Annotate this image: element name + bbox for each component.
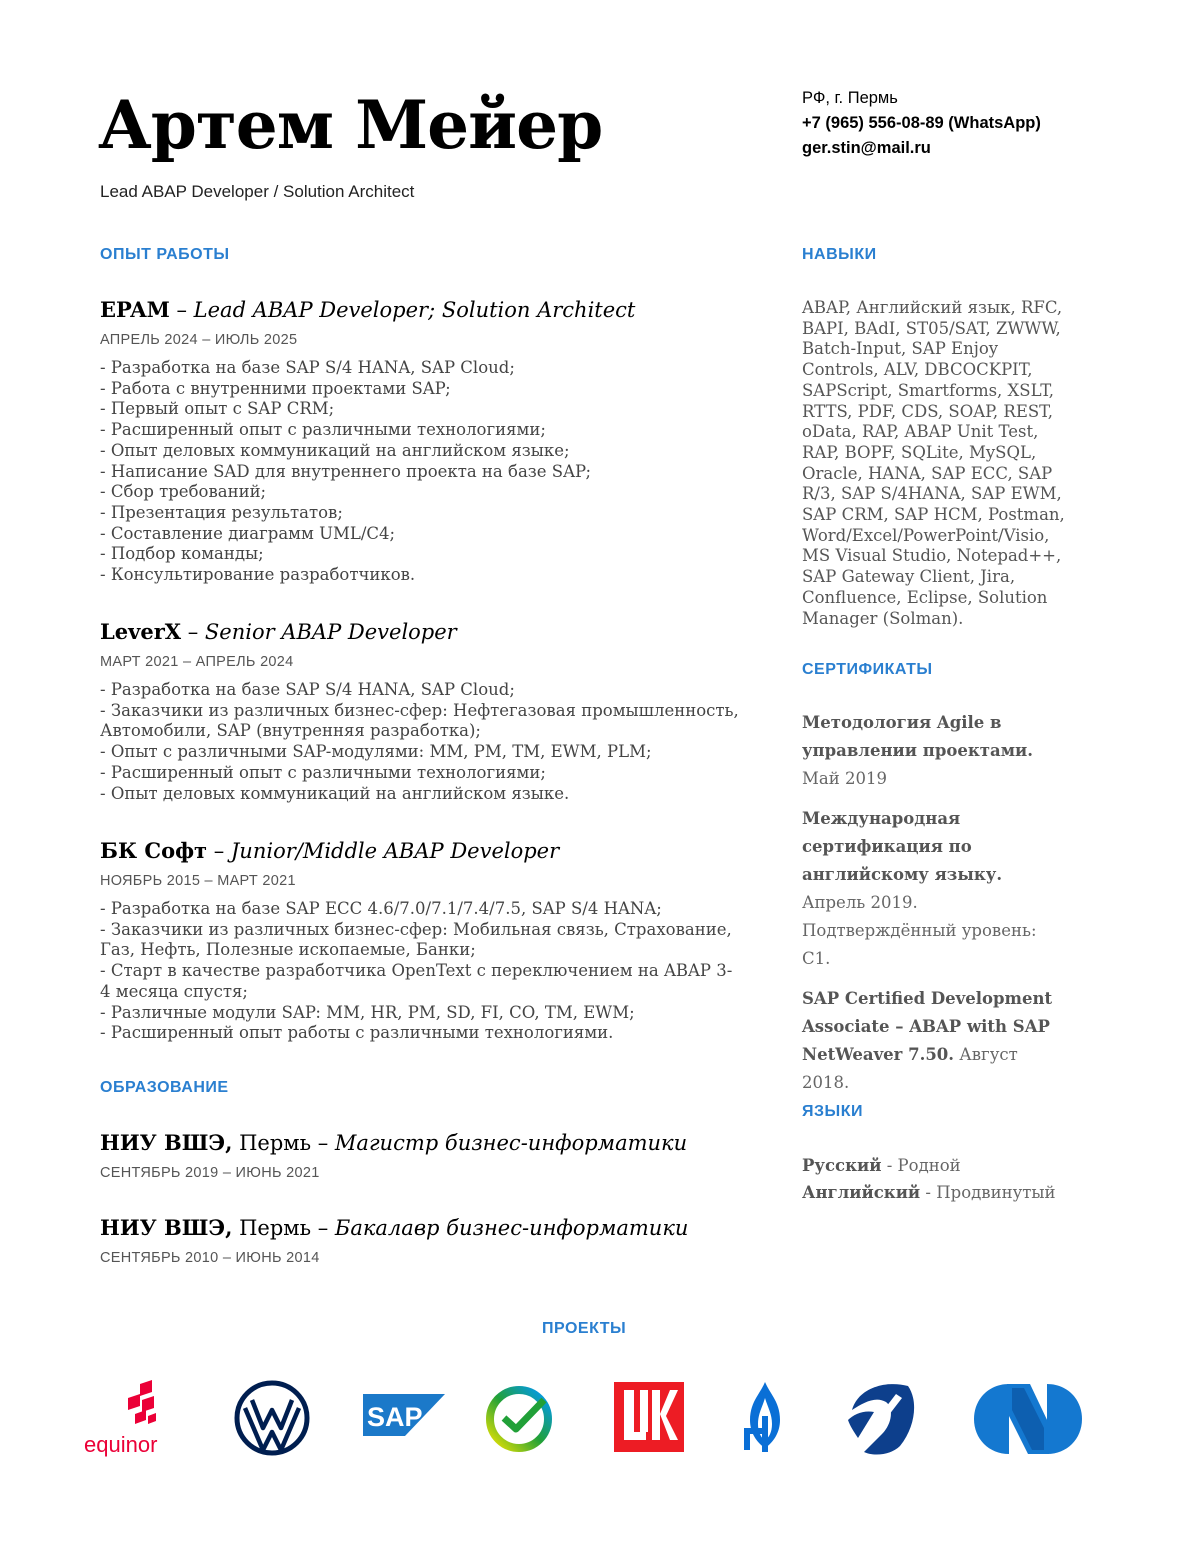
education-entry (100, 1129, 687, 1181)
certificate-title: Методология Agile в управлении проектами. (802, 713, 1034, 760)
certificates-list (802, 709, 1067, 1109)
contact-block (802, 86, 1041, 161)
language-name: Английский (802, 1183, 921, 1202)
education-institution: НИУ ВШЭ, (100, 1130, 233, 1155)
candidate-name: Артем Мейер (98, 86, 603, 164)
job-position: Senior ABAP Developer (204, 620, 457, 644)
language-level: - Родной (881, 1156, 961, 1175)
job-title: БК Софт – Junior/Middle ABAP Developer (100, 838, 560, 863)
education-title: НИУ ВШЭ, Пермь – Бакалавр бизнес-информатики (100, 1215, 689, 1240)
projects-heading: ПРОЕКТЫ (542, 1320, 627, 1337)
education-institution: НИУ ВШЭ, (100, 1215, 233, 1240)
job-entry (100, 837, 740, 1044)
language-name: Русский (802, 1156, 882, 1175)
education-degree: Бакалавр бизнес-информатики (334, 1216, 689, 1240)
certificate-detail: Май 2019 (802, 769, 887, 788)
certificate-item (802, 805, 1067, 973)
equinor-logo (80, 1380, 170, 1460)
location: РФ, г. Пермь (802, 89, 898, 107)
volkswagen-logo (234, 1380, 310, 1456)
rosneft-logo (846, 1380, 920, 1456)
languages-heading: ЯЗЫКИ (802, 1103, 863, 1120)
job-title: EPAM – Lead ABAP Developer; Solution Architect (100, 297, 636, 322)
nornickel-logo (974, 1384, 1082, 1454)
job-description: - Разработка на базе SAP S/4 HANA, SAP Cloud; - Работа с внутренними проектами SAP; - Первый опыт с SAP CRM; - Расширенный опыт с различными технологиями; - Опыт деловых коммуникаций на английском языке; - Написание SAD для внутреннего проекта на базе SAP; - Сбор требований; - Презентация результатов; - Составление диаграмм UML/C4; - Подбор команды; - Консультирование разработчиков. (100, 358, 592, 585)
education-dates: СЕНТЯБРЬ 2010 – ИЮНЬ 2014 (100, 1250, 320, 1266)
phone: +7 (965) 556-08-89 (WhatsApp) (802, 114, 1041, 132)
sber-logo (484, 1384, 554, 1454)
job-entry (100, 296, 740, 586)
job-description: - Разработка на базе SAP ECC 4.6/7.0/7.1/7.4/7.5, SAP S/4 HANA; - Заказчики из различных бизнес-сфер: Мобильная связь, Страхование, Газ, Нефть, Полезные ископаемые, Банки; - Старт в качестве разработчика OpenText с переключением на ABAP 3-4 месяца спустя; - Различные модули SAP: MM, HR, PM, SD, FI, CO, TM, EWM; - Расширенный опыт работы с различными технологиями. (100, 899, 733, 1043)
experience-heading: ОПЫТ РАБОТЫ (100, 246, 230, 263)
job-dates: АПРЕЛЬ 2024 – ИЮЛЬ 2025 (100, 332, 298, 348)
job-entry (100, 618, 740, 804)
certificate-detail: Апрель 2019. Подтверждённый уровень: C1. (802, 893, 1037, 968)
job-title: LeverX – Senior ABAP Developer (100, 619, 457, 644)
job-position: Junior/Middle ABAP Developer (230, 839, 560, 863)
project-logos (80, 1380, 1100, 1460)
job-company: LeverX (100, 619, 182, 644)
certificates-heading: СЕРТИФИКАТЫ (802, 661, 933, 678)
certificate-title: Международная сертификация по английскому языку. (802, 809, 1003, 884)
certificate-item (802, 985, 1067, 1097)
certificate-title: SAP Certified Development Associate – ABAP with SAP NetWeaver 7.50. (802, 989, 1053, 1064)
skills-heading: НАВЫКИ (802, 246, 877, 263)
email: ger.stin@mail.ru (802, 139, 931, 157)
candidate-role: Lead ABAP Developer / Solution Architect (100, 182, 415, 201)
skills-list: ABAP, Английский язык, RFC, BAPI, BAdI, ST05/SAT, ZWWW, Batch-Input, SAP Enjoy Controls, ALV, DBCOCKPIT, SAPScript, Smartforms, XSLT, RTTS, PDF, CDS, SOAP, REST, oData, RAP, ABAP Unit Test, RAP, BOPF, SQLite, MySQL, Oracle, HANA, SAP ECC, SAP R/3, SAP S/4HANA, SAP EWM, SAP CRM, SAP HCM, Postman, Word/Excel/PowerPoint/Visio, MS Visual Studio, Notepad++, SAP Gateway Client, Jira, Confluence, Eclipse, Solution Manager (Solman). (802, 298, 1065, 628)
education-heading: ОБРАЗОВАНИЕ (100, 1079, 229, 1096)
lukoil-logo (614, 1382, 684, 1452)
education-entry (100, 1214, 688, 1266)
education-degree: Магистр бизнес-информатики (334, 1131, 688, 1155)
job-position: Lead ABAP Developer; Solution Architect (193, 298, 636, 322)
sap-logo (363, 1394, 445, 1436)
sap-wordmark: SAP (367, 1402, 423, 1432)
job-description: - Разработка на базе SAP S/4 HANA, SAP Cloud; - Заказчики из различных бизнес-сфер: Нефтегазовая промышленность, Автомобили, SAP (внутренняя разработка); - Опыт с различными SAP-модулями: MM, PM, TM, EWM, PLM; - Расширенный опыт с различными технологиями; - Опыт деловых коммуникаций на английском языке. (100, 680, 739, 803)
equinor-wordmark: equinor (84, 1432, 158, 1457)
language-item (802, 1179, 1056, 1206)
languages-list (802, 1152, 1056, 1206)
job-company: БК Софт (100, 838, 208, 863)
certificate-item (802, 709, 1067, 793)
certificate-detail: Август 2018. (802, 1045, 1018, 1092)
language-item (802, 1152, 1056, 1179)
education-dates: СЕНТЯБРЬ 2019 – ИЮНЬ 2021 (100, 1165, 320, 1181)
job-dates: МАРТ 2021 – АПРЕЛЬ 2024 (100, 654, 294, 670)
gazprom-logo (740, 1380, 790, 1456)
job-dates: НОЯБРЬ 2015 – МАРТ 2021 (100, 873, 296, 889)
education-title: НИУ ВШЭ, Пермь – Магистр бизнес-информатики (100, 1130, 688, 1155)
job-company: EPAM (100, 297, 170, 322)
language-level: - Продвинутый (920, 1183, 1056, 1202)
